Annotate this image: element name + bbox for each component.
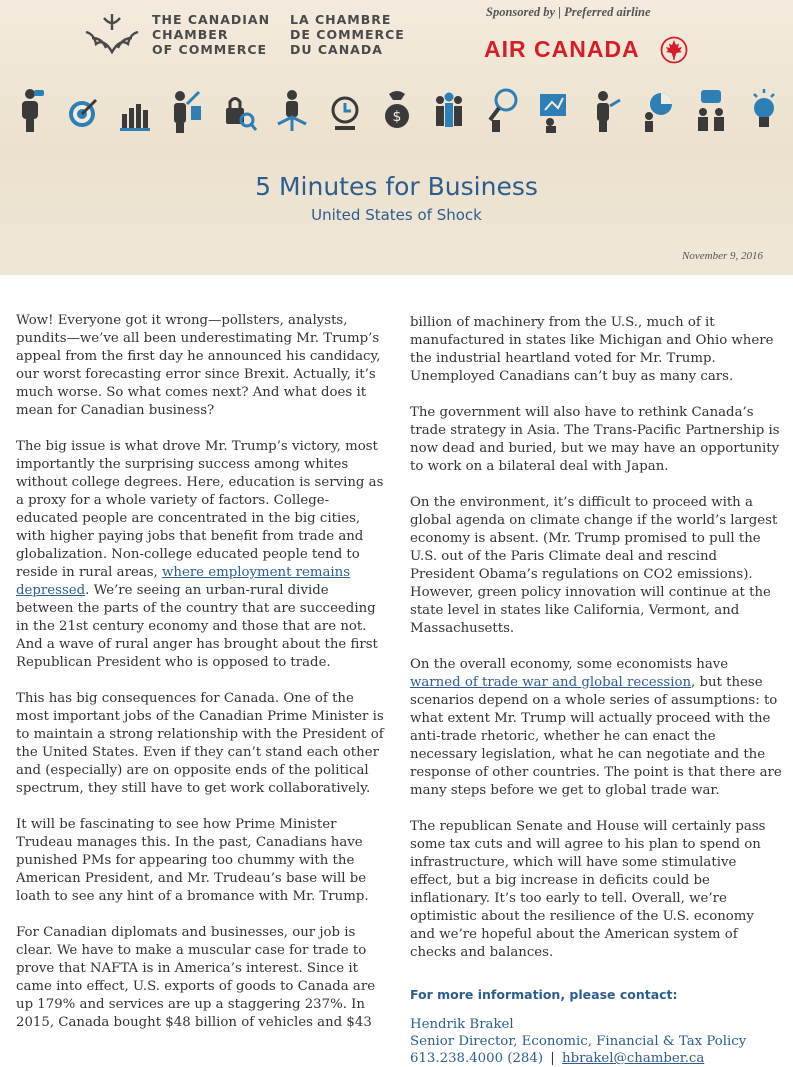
maple-leaf-icon	[660, 36, 688, 64]
paragraph: On the environment, it’s difficult to proceed with a global agenda on climate change if the world’s largest economy is absent. (Mr. Trump promised to pull the U.S. out of the Paris Climate deal and rescind President Obama’s regulations on CO2 emissions). However, green policy innovation will continue at the state level in states like California, Vermont, and Massachusetts.	[410, 495, 778, 636]
speaker-icon	[589, 86, 625, 134]
chamber-logo-icon	[82, 8, 142, 58]
paragraph: For Canadian diplomats and businesses, our job is clear. We have to make a muscular case for trade to prove that NAFTA is in America’s interest. Since it came into effect, U.S. exports of goods to Canada are up 179% and services are up a staggering 237%. In 2015, Canada bought $48 billion of vehicles and $43	[16, 925, 376, 1030]
presenter-icon	[169, 86, 205, 134]
contact-phone: 613.238.4000 (284)	[410, 1051, 544, 1066]
org-en-line: OF COMMERCE	[152, 42, 268, 57]
paragraph	[16, 438, 388, 672]
trade-war-link[interactable]: warned of trade war and global recession	[410, 675, 692, 690]
left-column	[16, 312, 388, 1050]
contact-separator: |	[550, 1051, 555, 1066]
pie-chart-icon	[641, 86, 677, 134]
lock-search-icon	[222, 86, 258, 134]
page-title: 5 Minutes for Business	[255, 172, 538, 201]
org-en-line: CHAMBER	[152, 27, 229, 42]
icon-row	[12, 86, 782, 134]
right-column	[410, 314, 782, 1067]
org-fr-line: DE COMMERCE	[290, 27, 405, 42]
paragraph: The government will also have to rethink Canada’s trade strategy in Asia. The Trans-Pacific Partnership is now dead and buried, but we may have an opportunity to work on a bilateral deal with Japan.	[410, 405, 780, 474]
contact-name: Hendrik Brakel	[410, 1017, 514, 1032]
paragraph	[410, 656, 782, 800]
org-fr-line: LA CHAMBRE	[290, 12, 392, 27]
clock-coin-icon	[327, 86, 363, 134]
paragraph: billion of machinery from the U.S., much of it manufactured in states like Michigan and Ohio where the industrial heartland voted for Mr. Trump. Unemployed Canadians can’t buy as many cars.	[410, 315, 774, 384]
paragraph-text: On the overall economy, some economists have	[410, 657, 729, 672]
chat-people-icon	[693, 86, 729, 134]
money-bag-icon	[379, 86, 415, 134]
org-name-french	[290, 12, 405, 57]
org-fr-line: DU CANADA	[290, 42, 383, 57]
employment-link[interactable]: where employment remains depressed	[16, 565, 351, 598]
bar-chart-icon	[117, 86, 153, 134]
contact-details	[410, 1050, 782, 1067]
contact-email-link[interactable]: hbrakel@chamber.ca	[562, 1051, 705, 1066]
sponsor-label: Sponsored by | Preferred airline	[486, 5, 651, 19]
paragraph: Wow! Everyone got it wrong—pollsters, analysts, pundits—we’ve all been underestimating Mr. Trump’s appeal from the first day he announced his candidacy, our worst forecasting error since Brexit. Actually, it’s much worse. So what comes next? And what does it mean for Canadian business?	[16, 313, 381, 418]
org-name-english	[152, 12, 270, 57]
contact-heading: For more information, please contact:	[410, 987, 678, 1002]
contact-title: Senior Director, Economic, Financial & Tax Policy	[410, 1034, 747, 1049]
airline-logo-text: AIR CANADA	[484, 36, 640, 62]
team-icon	[431, 86, 467, 134]
paragraph: The republican Senate and House will certainly pass some tax cuts and will agree to his plan to spend on infrastructure, which will have some stimulative effect, but a big increase in deficits could be inflationary. It’s too early to tell. Overall, we’re optimistic about the resilience of the U.S. economy and we’re hopeful about the American system of checks and balances.	[410, 819, 766, 960]
lightbulb-icon	[746, 86, 782, 134]
network-person-icon	[274, 86, 310, 134]
paragraph-text: . We’re seeing an urban-rural divide between the parts of the country that are succeeding in the 21st century economy and those that are not. And a wave of rural anger has brought about the first Republican President who is opposed to trade.	[16, 583, 378, 670]
target-icon	[64, 86, 100, 134]
paragraph: This has big consequences for Canada. One of the most important jobs of the Canadian Prime Minister is to maintain a strong relationship with the President of the United States. Even if they can’t stand each other and (especially) are on opposite ends of the political spectrum, they still have to get work collaboratively.	[16, 691, 384, 796]
svg-text:$: $	[392, 109, 402, 125]
binoculars-icon	[12, 86, 48, 134]
org-en-line: THE CANADIAN	[152, 12, 271, 27]
paragraph-text: The big issue is what drove Mr. Trump’s victory, most importantly the surprising success among whites without college degrees. Here, education is serving as a proxy for a whole variety of factors. College-educated people are concentrated in the big cities, with higher paying jobs that benefit from trade and globalization. Non-college educated people tend to reside in rural areas,	[16, 439, 384, 580]
paragraph: It will be fascinating to see how Prime Minister Trudeau manages this. In the past, Canadians have punished PMs for appearing too chummy with the American President, and Mr. Trudeau’s base will be loath to see any hint of a bromance with Mr. Trump.	[16, 817, 369, 904]
page-subtitle: United States of Shock	[311, 206, 482, 224]
board-icon	[536, 86, 572, 134]
publication-date: November 9, 2016	[682, 250, 763, 262]
paragraph-text: , but these scenarios depend on a whole series of assumptions: to what extent Mr. Trump will actually proceed with the anti-trade rhetoric, whether he can enact the necessary legislation, what he can negotiate and the response of other countries. The point is that there are many steps before we get to global trade war.	[410, 675, 782, 798]
header-banner	[0, 0, 793, 275]
search-person-icon	[484, 86, 520, 134]
